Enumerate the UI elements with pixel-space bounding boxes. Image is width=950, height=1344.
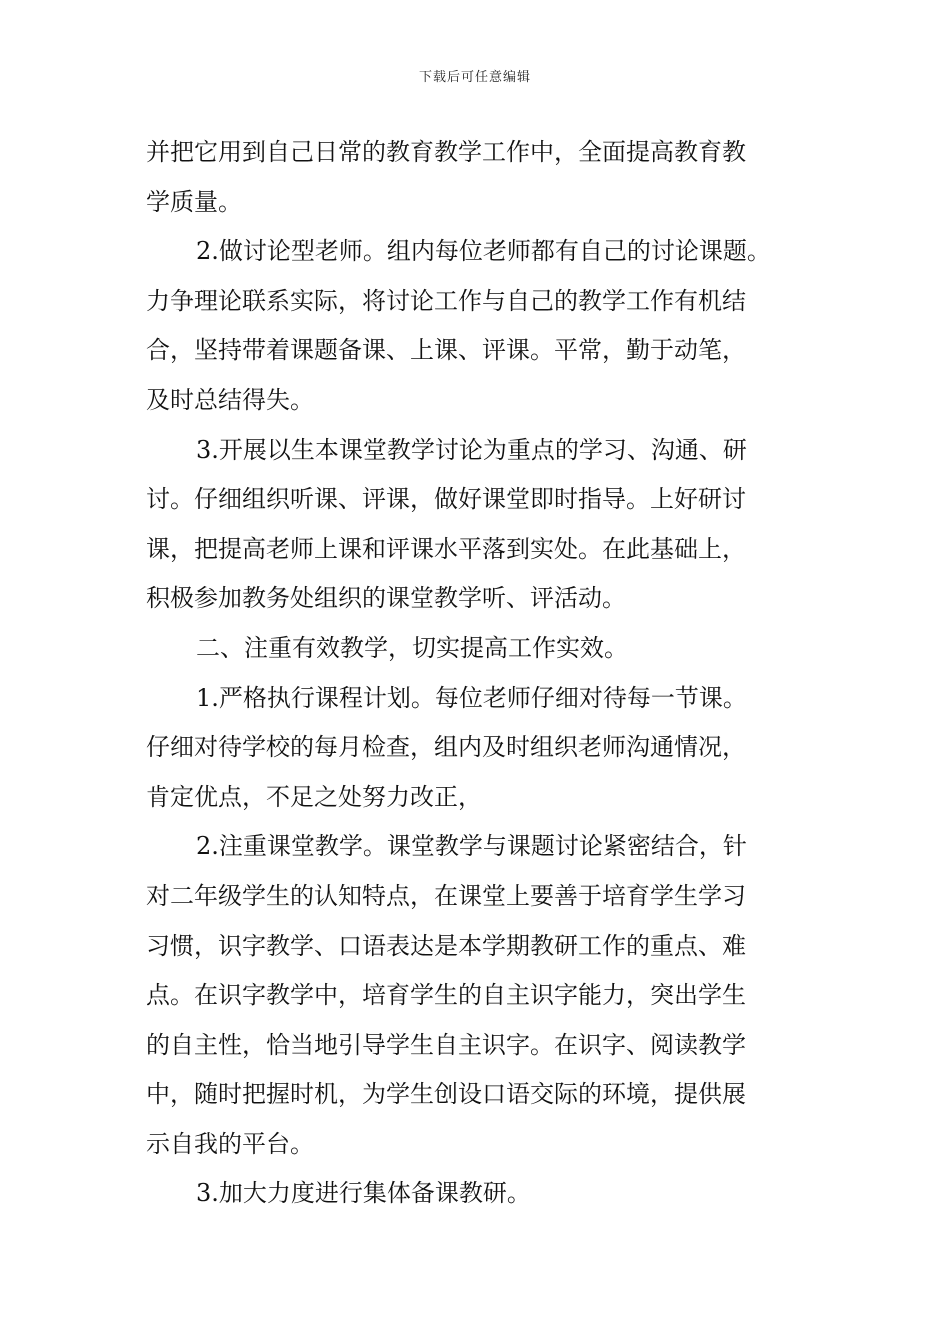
text-line: 中，随时把握时机，为学生创设口语交际的环境，提供展 xyxy=(146,1080,746,1109)
text-line: 合，坚持带着课题备课、上课、评课。平常，勤于动笔， xyxy=(146,336,746,365)
text-line: 力争理论联系实际，将讨论工作与自己的教学工作有机结 xyxy=(146,286,746,315)
text-line: 的自主性，恰当地引导学生自主识字。在识字、阅读教学 xyxy=(146,1030,746,1059)
text-line: 及时总结得失。 xyxy=(146,385,314,414)
paragraph-start-line: 3.开展以生本课堂教学讨论为重点的学习、沟通、研 xyxy=(196,435,747,464)
text-line: 肯定优点，不足之处努力改正， xyxy=(146,782,482,811)
text-line: 示自我的平台。 xyxy=(146,1129,314,1158)
section-heading: 二、注重有效教学，切实提高工作实效。 xyxy=(196,633,628,662)
text-line: 讨。仔细组织听课、评课，做好课堂即时指导。上好研讨 xyxy=(146,485,746,514)
paragraph-start-line: 2.做讨论型老师。组内每位老师都有自己的讨论课题。 xyxy=(196,237,771,266)
paragraph-start-line: 2.注重课堂教学。课堂教学与课题讨论紧密结合，针 xyxy=(196,832,747,861)
text-line: 并把它用到自己日常的教育教学工作中，全面提高教育教 xyxy=(146,138,746,166)
text-line: 课，把提高老师上课和评课水平落到实处。在此基础上， xyxy=(146,534,746,563)
text-line: 习惯，识字教学、口语表达是本学期教研工作的重点、难 xyxy=(146,931,746,960)
paragraph-start-line: 3.加大力度进行集体备课教研。 xyxy=(196,1179,531,1208)
document-body xyxy=(146,128,816,1219)
text-line: 学质量。 xyxy=(146,187,242,216)
paragraph-start-line: 1.严格执行课程计划。每位老师仔细对待每一节课。 xyxy=(196,683,747,712)
page-header-note: 下载后可任意编辑 xyxy=(418,70,531,85)
text-line: 仔细对待学校的每月检查，组内及时组织老师沟通情况， xyxy=(146,733,746,762)
text-line: 积极参加教务处组织的课堂教学听、评活动。 xyxy=(146,584,626,613)
text-line: 点。在识字教学中，培育学生的自主识字能力，突出学生 xyxy=(146,981,746,1010)
text-line: 对二年级学生的认知特点，在课堂上要善于培育学生学习 xyxy=(146,881,746,910)
